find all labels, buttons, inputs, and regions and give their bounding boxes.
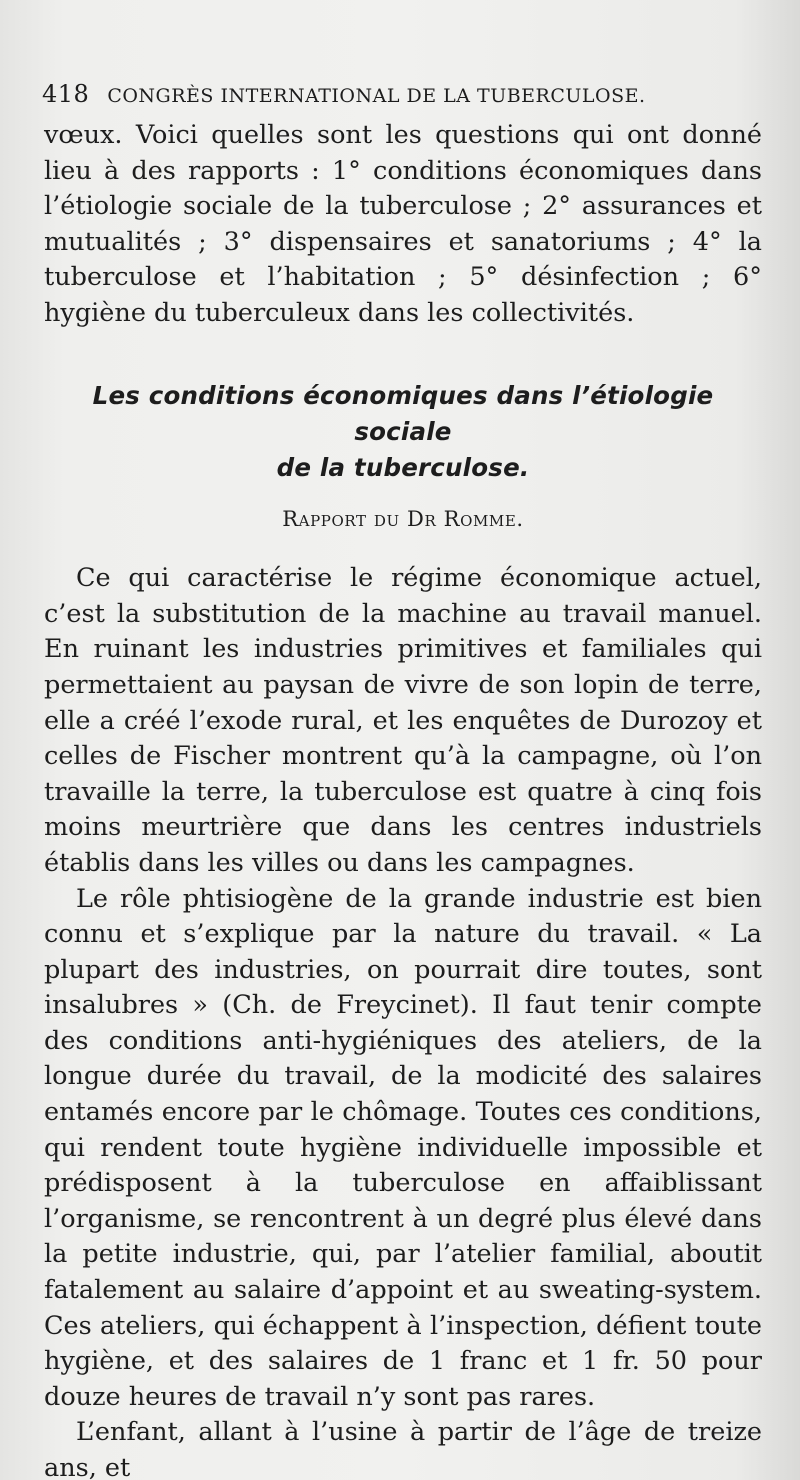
body-text: [44, 118, 762, 1480]
running-header: [42, 80, 762, 108]
page-number: 418: [42, 80, 90, 108]
intro-paragraph: vœux. Voici quelles sont les questions qui ont donné lieu à des rapports : 1° conditions économiques dans l’étiologie sociale de la tuberculose ; 2° assurances et mutualités ; 3° dispensaires et sanatoriums ; 4° la tuberculose et l’habitation ; 5° désinfection ; 6° hygiène du tuberculeux dans les collectivités.: [44, 120, 762, 328]
section-title-line-1: Les conditions économiques dans l’étiologie sociale: [92, 380, 714, 446]
running-title: CONGRÈS INTERNATIONAL DE LA TUBERCULOSE.: [107, 85, 646, 107]
report-byline: Rapport du Dr Romme.: [282, 506, 524, 531]
paragraph-2: Le rôle phtisiogène de la grande industrie est bien connu et s’explique par la nature du travail. « La plupart des industries, on pourrait dire toutes, sont insalubres » (Ch. de Freycinet). Il faut tenir compte des conditions anti-hygiéniques des ateliers, de la longue durée du travail, de la modicité des salaires entamés encore par le chômage. Toutes ces conditions, qui rendent toute hygiène individuelle impossible et prédisposent à la tuberculose en affaiblissant l’organisme, se rencontrent à un degré plus élevé dans la petite industrie, qui, par l’atelier familial, aboutit fatalement au salaire d’appoint et au sweating-system. Ces ateliers, qui échappent à l’inspection, défient toute hygiène, et des salaires de 1 franc et 1 fr. 50 pour douze heures de travail n’y sont pas rares.: [44, 883, 762, 1412]
section-title-line-2: de la tuberculose.: [276, 452, 530, 482]
paragraph-3: L’enfant, allant à l’usine à partir de l’âge de treize ans, et: [44, 1417, 762, 1480]
section-title: [44, 378, 762, 486]
paragraph-1: Ce qui caractérise le régime économique actuel, c’est la substitution de la machine au travail manuel. En ruinant les industries primitives et familiales qui permettaient au paysan de vivre de son lopin de terre, elle a créé l’exode rural, et les enquêtes de Durozoy et celles de Fischer montrent qu’à la campagne, où l’on travaille la terre, la tuberculose est quatre à cinq fois moins meurtrière que dans les centres industriels établis dans les villes ou dans les campagnes.: [44, 563, 762, 878]
